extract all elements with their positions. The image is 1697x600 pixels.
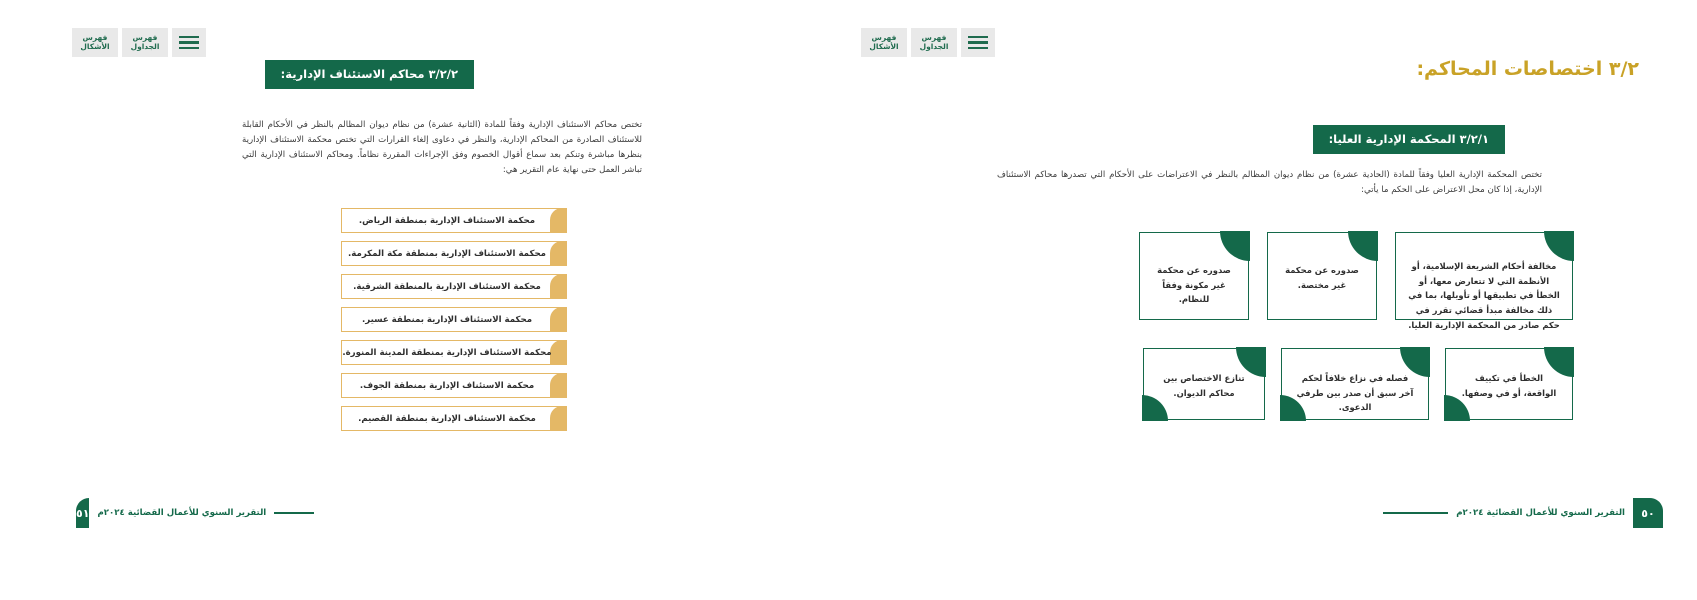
criteria-card: [1445, 348, 1573, 420]
page-left: [0, 0, 848, 600]
page-number: ٥٠: [1633, 498, 1663, 528]
nav-chip-figures-index[interactable]: [72, 28, 118, 57]
court-name: محكمة الاستئناف الإدارية بمنطقة القصيم.: [358, 413, 536, 424]
criteria-card-text: صدوره عن محكمة غير مختصة.: [1285, 265, 1359, 290]
court-list-item: [341, 373, 567, 398]
hamburger-line: [179, 36, 199, 39]
hamburger-line: [179, 47, 199, 50]
criteria-card: [1267, 232, 1377, 320]
criteria-card-text: مخالفة أحكام الشريعة الإسلامية، أو الأنظمة التي لا تتعارض معها، أو الخطأ في تطبيقها أو تأويلها، بما في ذلك مخالفة مبدأ قضائي تقرر في حكم صادر من المحكمة الإدارية العليا.: [1408, 261, 1560, 330]
criteria-card-text: تنازع الاختصاص بين محاكم الديوان.: [1163, 373, 1245, 398]
top-navigation: [861, 28, 995, 57]
page-title: ٣/٢ اختصاصات المحاكم:: [1416, 58, 1639, 80]
court-name: محكمة الاستئناف الإدارية بالمنطقة الشرقية.: [353, 281, 541, 292]
court-list-item: [341, 241, 567, 266]
hamburger-line: [968, 41, 988, 44]
hamburger-line: [968, 47, 988, 50]
nav-chip-line1: فهرس: [871, 33, 897, 42]
court-name: محكمة الاستئناف الإدارية بمنطقة مكة المكرمة.: [348, 248, 546, 259]
criteria-card: [1143, 348, 1265, 420]
page-footer: [76, 498, 306, 528]
criteria-card: [1395, 232, 1573, 330]
nav-chip-line2: الجداول: [919, 42, 949, 52]
nav-chip-figures-index[interactable]: [861, 28, 907, 57]
nav-chip-tables-index[interactable]: [911, 28, 957, 57]
nav-chip-line1: فهرس: [132, 33, 158, 42]
court-list-item: [341, 406, 567, 431]
top-navigation: [72, 28, 206, 57]
court-name: محكمة الاستئناف الإدارية بمنطقة الرياض.: [358, 215, 536, 226]
page-right: [849, 0, 1697, 600]
page-footer: [1383, 498, 1663, 528]
nav-chip-tables-index[interactable]: [122, 28, 168, 57]
court-name: محكمة الاستئناف الإدارية بمنطقة المدينة المنورة.: [342, 347, 552, 358]
section-heading-bar: ٣/٢/١ المحكمة الإدارية العليا:: [1313, 125, 1505, 154]
section-paragraph: تختص محاكم الاستئناف الإدارية وفقاً للمادة (الثانية عشرة) من نظام ديوان المظالم بالنظر في الأحكام القابلة للاستئناف الصادرة من المحاكم الإدارية، والنظر في دعاوى إلغاء القرارات التي تختص محكمة الاستئناف الإدارية بنظرها مباشرة وتنكم بعد سماع أقوال الخصوم وفق الإجراءات المقررة نظاماً. ومحاكم الاستئناف الإدارية التي تباشر العمل حتى نهاية عام التقرير هي:: [242, 120, 642, 176]
section-heading-bar: ٣/٢/٢ محاكم الاستئناف الإدارية:: [265, 60, 474, 89]
nav-chip-line1: فهرس: [921, 33, 947, 42]
page-number: ٥١: [76, 498, 89, 528]
criteria-card-text: فصله في نزاع خلافاً لحكم آخر سبق أن صدر بين طرفي الدعوى.: [1296, 373, 1414, 413]
court-list-item: [341, 208, 567, 233]
court-list-item: [341, 307, 567, 332]
footer-rule: [274, 512, 314, 513]
nav-chip-line1: فهرس: [82, 33, 108, 42]
footer-label: التقرير السنوي للأعمال القضائية ٢٠٢٤م: [1456, 508, 1625, 518]
nav-chip-line2: الجداول: [130, 42, 160, 52]
criteria-card: [1281, 348, 1429, 420]
menu-icon[interactable]: [961, 28, 995, 57]
section-paragraph: تختص المحكمة الإدارية العليا وفقاً للمادة (الحادية عشرة) من نظام ديوان المظالم بالنظر في الاعتراضات على الأحكام التي تصدرها محاكم الاستئناف الإدارية، إذا كان محل الاعتراض على الحكم ما يأتي:: [997, 170, 1542, 196]
court-name: محكمة الاستئناف الإدارية بمنطقة عسير.: [361, 314, 533, 325]
court-list-item: [341, 274, 567, 299]
criteria-card-text: صدوره عن محكمة غير مكونة وفقاً للنظام.: [1157, 265, 1231, 305]
hamburger-line: [179, 41, 199, 44]
court-list-item: [341, 340, 567, 365]
court-name: محكمة الاستئناف الإدارية بمنطقة الجوف.: [359, 380, 535, 391]
criteria-card-text: الخطأ في تكييف الواقعة، أو في وصفها.: [1461, 373, 1557, 398]
menu-icon[interactable]: [172, 28, 206, 57]
criteria-card: [1139, 232, 1249, 320]
footer-rule: [1383, 512, 1448, 513]
footer-label: التقرير السنوي للأعمال القضائية ٢٠٢٤م: [97, 508, 267, 518]
nav-chip-line2: الأشكال: [80, 42, 110, 52]
hamburger-line: [968, 36, 988, 39]
nav-chip-line2: الأشكال: [869, 42, 899, 52]
